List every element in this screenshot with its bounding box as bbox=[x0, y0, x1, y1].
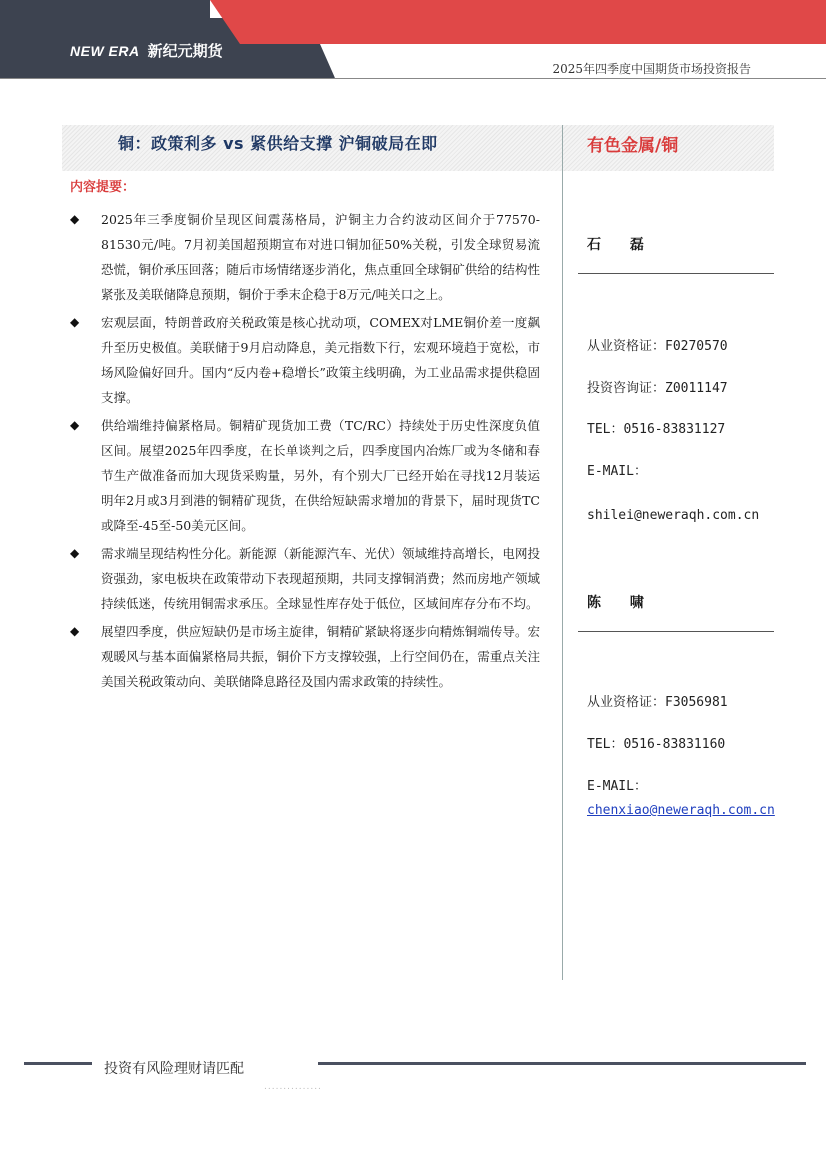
email-label: E-MAIL： bbox=[587, 464, 647, 479]
header-rule bbox=[0, 78, 826, 79]
summary-list bbox=[70, 207, 540, 694]
diamond-bullet-icon: ◆ bbox=[70, 212, 80, 226]
list-item bbox=[70, 207, 540, 307]
analyst-rule bbox=[578, 273, 774, 274]
diamond-bullet-icon: ◆ bbox=[70, 418, 80, 432]
summary-label: 内容提要： bbox=[70, 180, 136, 195]
footer-rule-left bbox=[24, 1062, 92, 1065]
list-item bbox=[70, 619, 540, 694]
logo-mark: NEW ERA bbox=[70, 42, 140, 59]
analyst-rule bbox=[578, 631, 774, 632]
analyst-phone: TEL：0516-83831127 bbox=[587, 422, 726, 437]
diamond-bullet-icon: ◆ bbox=[70, 315, 80, 329]
analyst-name: 石 磊 bbox=[587, 237, 656, 253]
category-label: 有色金属/铜 bbox=[587, 136, 679, 156]
email-label: E-MAIL： bbox=[587, 779, 647, 794]
column-divider bbox=[562, 125, 563, 980]
bullet-text: 展望四季度，供应短缺仍是市场主旋律，铜精矿紧缺将逐步向精炼铜端传导。宏观暖风与基本面偏紧格局共振，铜价下方支撑较强，上行空间仍在，需重点关注美国关税政策动向、美联储降息路径及国内需求政策的持续性。 bbox=[101, 624, 540, 689]
footer-rule-right bbox=[318, 1062, 806, 1065]
list-item bbox=[70, 413, 540, 538]
footer-dots: ............... bbox=[264, 1082, 322, 1092]
company-logo bbox=[70, 40, 223, 61]
consulting-number: 投资咨询证：Z0011147 bbox=[587, 381, 728, 396]
bullet-text: 2025年三季度铜价呈现区间震荡格局，沪铜主力合约波动区间介于77570-81530元/吨。7月初美国超预期宣布对进口铜加征50%关税，引发全球贸易流恐慌，铜价承压回落；随后市场情绪逐步消化，焦点重回全球铜矿供给的结构性紧张及美联储降息预期，铜价于季末企稳于8万元/吨关口之上。 bbox=[101, 212, 540, 302]
analyst-email[interactable]: shilei@neweraqh.com.cn bbox=[587, 508, 760, 523]
bullet-text: 供给端维持偏紧格局。铜精矿现货加工费（TC/RC）持续处于历史性深度负值区间。展望2025年四季度，在长单谈判之后，四季度国内冶炼厂或为冬储和春节生产做准备而加大现货采购量，另外，有个别大厂已经开始在寻找12月装运明年2月或3月到港的铜精矿现货，在供给短缺需求增加的背景下，届时现货TC或降至-45至-50美元区间。 bbox=[101, 418, 540, 533]
qualification-number: 从业资格证：F3056981 bbox=[587, 695, 728, 710]
list-item bbox=[70, 541, 540, 616]
qualification-number: 从业资格证：F0270570 bbox=[587, 339, 728, 354]
company-name: 新纪元期货 bbox=[147, 42, 223, 60]
diamond-bullet-icon: ◆ bbox=[70, 546, 80, 560]
analyst-email[interactable]: chenxiao@neweraqh.com.cn bbox=[587, 803, 775, 818]
bullet-text: 需求端呈现结构性分化。新能源（新能源汽车、光伏）领域维持高增长，电网投资强劲，家电板块在政策带动下表现超预期，共同支撑铜消费；然而房地产领域持续低迷，传统用铜需求承压。全球显性库存处于低位，区域间库存分布不均。 bbox=[101, 546, 540, 611]
footer-disclaimer: 投资有风险理财请匹配 bbox=[104, 1061, 244, 1077]
list-item bbox=[70, 310, 540, 410]
analyst-name: 陈 啸 bbox=[587, 595, 656, 611]
report-title: 铜：政策利多 vs 紧供给支撑 沪铜破局在即 bbox=[118, 134, 438, 153]
analyst-phone: TEL：0516-83831160 bbox=[587, 737, 726, 752]
diamond-bullet-icon: ◆ bbox=[70, 624, 80, 638]
bullet-text: 宏观层面，特朗普政府关税政策是核心扰动项，COMEX对LME铜价差一度飙升至历史极值。美联储于9月启动降息，美元指数下行，宏观环境趋于宽松，市场风险偏好回升。国内“反内卷+稳增长”政策主线明确，为工业品需求提供稳固支撑。 bbox=[101, 315, 540, 405]
report-name: 2025年四季度中国期货市场投资报告 bbox=[552, 62, 751, 76]
